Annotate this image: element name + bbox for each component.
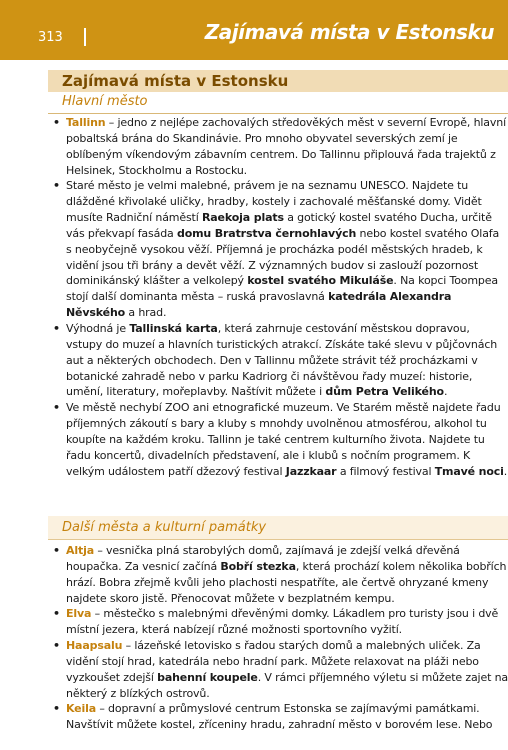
header-bar — [0, 0, 508, 60]
highlight-blackheads-house: domu Bratrstva černohlavých — [176, 226, 357, 240]
item-lead: Keila — [66, 702, 97, 716]
item-lead: Tallinn — [66, 116, 106, 129]
item-text: . Na kopci Toompea stojí další dominanta města – ruská pravoslavná — [66, 274, 498, 304]
highlight-dark-nights: Tmavé noci — [434, 464, 504, 478]
item-text: , která prochází kolem několika bobřích hrází. Bobra zřejmě kvůli jeho plachosti nespatříte, ale čertvě ohryzané kmeny najdete skoro jistě. Přenocovat můžete v bezplatném kempu. — [66, 559, 507, 605]
list-item-old-town — [48, 178, 508, 321]
section-title: Zajímavá místa v Estonsku — [48, 70, 508, 92]
item-text: Staré město je velmi malebné, právem je na seznamu UNESCO. Najdete tu dlážděné křivolaké uličky, hradby, kostely i zachovalé měšťanské domy. Vidět musíte Radniční náměstí — [66, 179, 482, 225]
list-item-tallinn — [48, 115, 508, 178]
item-text: Výhodná je — [66, 321, 130, 335]
highlight-raekoja: Raekoja plats — [201, 211, 284, 225]
running-title: Zajímavá místa v Estonsku — [204, 20, 494, 44]
subheading-other-cities: Další města a kulturní památky — [48, 516, 508, 540]
item-text: – dopravní a průmyslové centrum Estonska se zajímavými památkami. Navštívit můžete kostel, zříceniny hradu, zahradní město v borovém lese. Nebo — [66, 702, 493, 732]
highlight-nevsky-cathedral: katedrála Alexandra Něvského — [66, 290, 452, 320]
highlight-tallinn-card: Tallinská karta — [129, 321, 218, 335]
item-lead: Elva — [66, 607, 92, 621]
highlight-beaver-trail: Bobří stezka — [220, 559, 296, 573]
list-item-haapsalu — [48, 638, 508, 701]
section-main-city — [48, 70, 508, 114]
item-text: – vesnička plná starobylých domů, zajímavá je zdejší velká dřevěná houpačka. Za vesnicí začíná — [66, 544, 460, 573]
item-text: . V rámci příjemného výletu si můžete zajet na některý z blízkých ostrovů. — [66, 670, 508, 700]
list-item-tallinn-card — [48, 321, 508, 400]
page-number: 313 — [38, 30, 63, 45]
highlight-jazzkaar: Jazzkaar — [285, 464, 337, 478]
section-other-cities — [48, 516, 508, 540]
list-item-elva — [48, 606, 508, 638]
highlight-peter-house: dům Petra Velikého — [325, 385, 444, 399]
capital-list — [48, 115, 508, 479]
highlight-st-nicholas: kostel svatého Mikuláše — [247, 274, 394, 288]
item-text: , která zahrnuje cestování městskou dopravou, vstupy do muzeí a hlavních turistických atrakcí. Získáte také slevu v půjčovnách aut a některých obchodech. Den v Tallinnu můžete strávit též procházkami v botanické zahradě nebo v parku Kadriorg či návštěvou řady muzeí: historie, umění, literatury, mořeplavby. Naštívit můžete i — [66, 321, 498, 399]
item-text: a filmový festival — [336, 464, 435, 478]
item-text: – městečko s malebnými dřevěnými domky. Lákadlem pro turisty jsou i dvě místní jezera, která nabízejí různé možnosti sportovního vyžití. — [66, 607, 499, 637]
item-text: . — [443, 385, 448, 399]
item-text: a hrad. — [125, 306, 167, 320]
list-item-keila — [48, 701, 508, 733]
highlight-mud-baths: bahenní koupele — [157, 670, 258, 684]
item-lead: Altja — [66, 544, 94, 557]
list-item-altja — [48, 543, 508, 606]
subheading-capital: Hlavní město — [48, 92, 508, 114]
item-lead: Haapsalu — [66, 639, 123, 653]
item-text: – jedno z nejlépe zachovalých středověkých měst v severní Evropě, hlavní pobaltská brána do Skandinávie. Pro mnoho obyvatel severských zemí je oblíbeným víkendovým zábavním centrem. Do Tallinnu připlouvá řada trajektů z Helsinek, Stockholmu a Rostocku. — [66, 116, 506, 177]
item-text: – lázeňské letovisko s řadou starých domů a malebných uliček. Za vidění stojí hrad, katedrála nebo hradní park. Můžete relaxovat na pláži nebo vyzkoušet zdejší — [66, 639, 481, 684]
other-cities-list — [48, 543, 508, 733]
item-text: a gotický kostel svatého Ducha, určitě vás překvapí fasáda — [66, 211, 492, 240]
item-text: nebo kostel svatého Olafa s neobyčejně vysokou věží. Příjemná je procházka podél městských hradeb, k vidění jsou tři brány a devět věží. Z významných budov si zaslouží pozornost dominikánský klášter a velkolepý — [66, 226, 500, 288]
item-text: Ve městě nechybí ZOO ani etnografické muzeum. Ve Starém městě najdete řadu příjemných zákoutí s bary a kluby s mnohdy uvolněnou atmosférou, alkohol tu koupíte na každém kroku. Tallinn je také centrem kulturního života. Najdete tu řadu koncertů, divadelních představení, ale i klubů s nočním programem. K velkým událostem patří džezový festival — [66, 401, 501, 478]
header-divider — [84, 28, 86, 46]
list-item-culture — [48, 400, 508, 479]
item-text: . — [503, 464, 508, 478]
